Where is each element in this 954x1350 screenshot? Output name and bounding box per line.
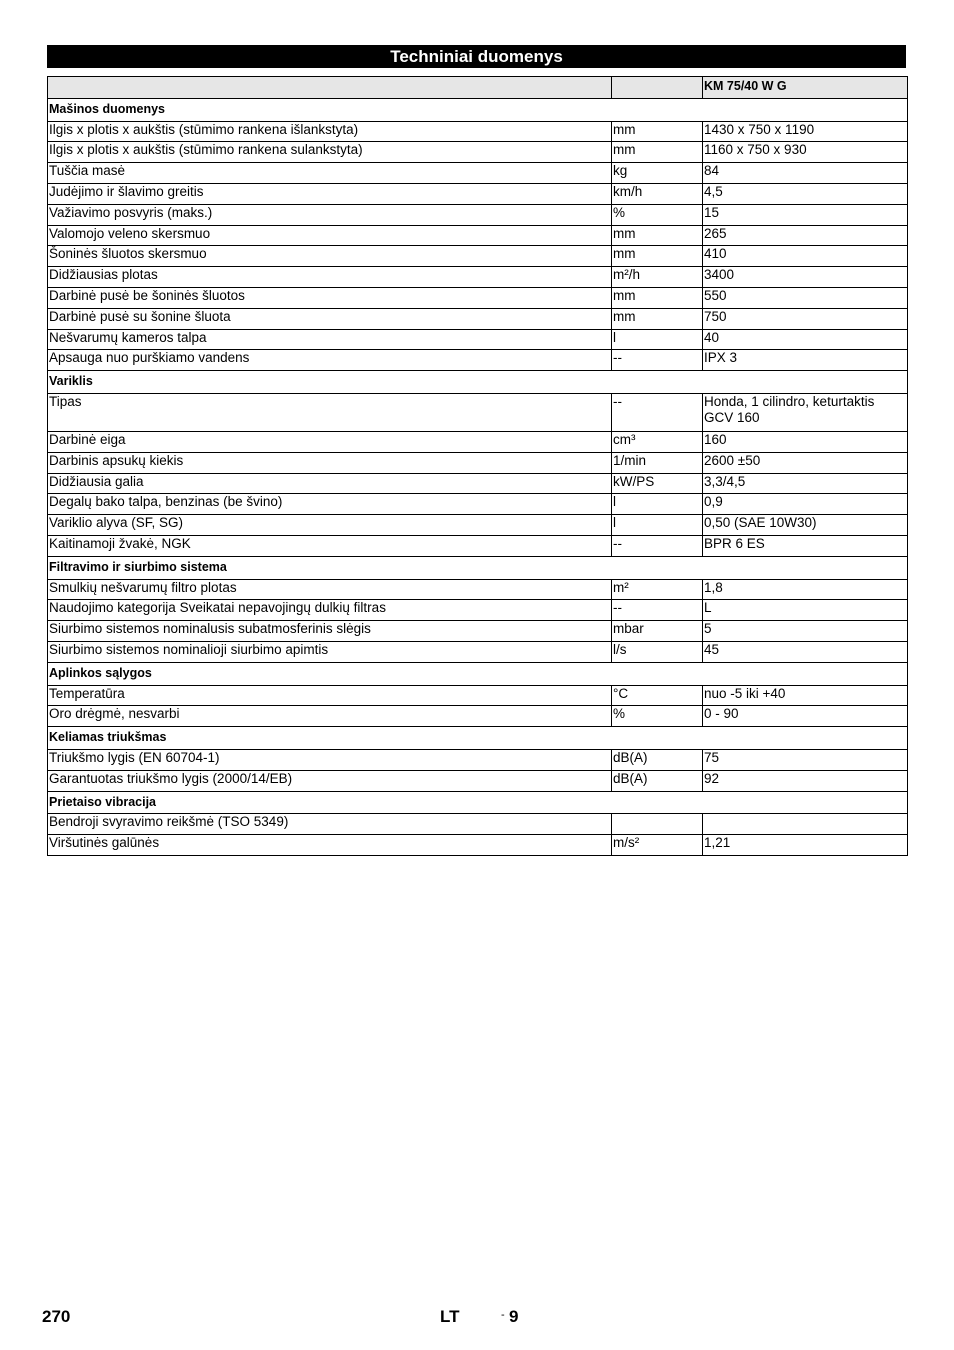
cell-value: 45: [703, 641, 908, 662]
cell-label: Siurbimo sistemos nominalusis subatmosferinis slėgis: [48, 621, 612, 642]
table-row: [48, 452, 908, 473]
section-header-row: [48, 662, 908, 685]
table-row: [48, 706, 908, 727]
section-header-row: [48, 791, 908, 814]
cell-value: 550: [703, 287, 908, 308]
header-label-cell: [48, 77, 612, 99]
cell-unit: mm: [612, 142, 703, 163]
cell-value: 1430 x 750 x 1190: [703, 121, 908, 142]
cell-unit: 1/min: [612, 452, 703, 473]
table-row: [48, 814, 908, 835]
table-row: [48, 621, 908, 642]
cell-value: BPR 6 ES: [703, 535, 908, 556]
section-title: Aplinkos sąlygos: [48, 662, 908, 685]
table-row: [48, 535, 908, 556]
table-row: [48, 749, 908, 770]
cell-unit: mm: [612, 225, 703, 246]
table-row: [48, 393, 908, 431]
cell-value: 3400: [703, 267, 908, 288]
cell-label: Variklio alyva (SF, SG): [48, 515, 612, 536]
cell-value: 1160 x 750 x 930: [703, 142, 908, 163]
table-row: [48, 267, 908, 288]
cell-label: Smulkių nešvarumų filtro plotas: [48, 579, 612, 600]
table-row: [48, 494, 908, 515]
table-row: [48, 308, 908, 329]
table-row: [48, 204, 908, 225]
cell-label: Darbinė eiga: [48, 431, 612, 452]
cell-label: Apsauga nuo purškiamo vandens: [48, 350, 612, 371]
cell-value: 75: [703, 749, 908, 770]
cell-label: Darbinė pusė be šoninės šluotos: [48, 287, 612, 308]
cell-label: Judėjimo ir šlavimo greitis: [48, 183, 612, 204]
cell-unit: --: [612, 535, 703, 556]
table-row: [48, 287, 908, 308]
cell-label: Didžiausia galia: [48, 473, 612, 494]
table-row: [48, 183, 908, 204]
cell-unit: m/s²: [612, 835, 703, 856]
cell-label: Garantuotas triukšmo lygis (2000/14/EB): [48, 770, 612, 791]
table-row: [48, 246, 908, 267]
cell-unit: %: [612, 204, 703, 225]
cell-label: Naudojimo kategorija Sveikatai nepavojingų dulkių filtras: [48, 600, 612, 621]
table-row: [48, 225, 908, 246]
cell-value: 3,3/4,5: [703, 473, 908, 494]
cell-label: Darbinė pusė su šonine šluota: [48, 308, 612, 329]
cell-value: 0 - 90: [703, 706, 908, 727]
cell-value: Honda, 1 cilindro, keturtaktis GCV 160: [703, 393, 908, 431]
section-page-number: 9: [509, 1307, 519, 1326]
table-row: [48, 579, 908, 600]
cell-unit: m²/h: [612, 267, 703, 288]
cell-unit: dB(A): [612, 749, 703, 770]
cell-value: nuo -5 iki +40: [703, 685, 908, 706]
cell-value: 410: [703, 246, 908, 267]
footer-dash: -: [501, 1309, 505, 1321]
cell-label: Viršutinės galūnės: [48, 835, 612, 856]
language-code: LT: [440, 1307, 460, 1326]
cell-value: 92: [703, 770, 908, 791]
section-header-row: [48, 727, 908, 750]
cell-unit: km/h: [612, 183, 703, 204]
section-header-row: [48, 556, 908, 579]
model-name: KM 75/40 W G: [703, 77, 908, 99]
cell-unit: l/s: [612, 641, 703, 662]
cell-label: Tuščia masė: [48, 163, 612, 184]
table-row: [48, 142, 908, 163]
cell-unit: dB(A): [612, 770, 703, 791]
table-row: [48, 641, 908, 662]
cell-label: Kaitinamoji žvakė, NGK: [48, 535, 612, 556]
cell-value: 5: [703, 621, 908, 642]
table-row: [48, 600, 908, 621]
cell-label: Darbinis apsukų kiekis: [48, 452, 612, 473]
cell-label: Oro drėgmė, nesvarbi: [48, 706, 612, 727]
cell-unit: kg: [612, 163, 703, 184]
cell-value: 40: [703, 329, 908, 350]
cell-value: 2600 ±50: [703, 452, 908, 473]
cell-unit: mm: [612, 246, 703, 267]
section-title: Filtravimo ir siurbimo sistema: [48, 556, 908, 579]
cell-value: L: [703, 600, 908, 621]
cell-unit: --: [612, 350, 703, 371]
table-row: [48, 163, 908, 184]
cell-value: 1,8: [703, 579, 908, 600]
cell-unit: l: [612, 494, 703, 515]
cell-unit: --: [612, 393, 703, 431]
cell-label: Nešvarumų kameros talpa: [48, 329, 612, 350]
table-header-row: [48, 77, 908, 99]
section-title: Mašinos duomenys: [48, 98, 908, 121]
cell-label: Bendroji svyravimo reikšmė (TSO 5349): [48, 814, 612, 835]
table-row: [48, 121, 908, 142]
cell-value: 1,21: [703, 835, 908, 856]
section-title: Keliamas triukšmas: [48, 727, 908, 750]
cell-unit: m²: [612, 579, 703, 600]
cell-unit: mbar: [612, 621, 703, 642]
cell-label: Ilgis x plotis x aukštis (stūmimo rankena sulankstyta): [48, 142, 612, 163]
section-title: Variklis: [48, 371, 908, 394]
cell-value: 160: [703, 431, 908, 452]
cell-label: Triukšmo lygis (EN 60704-1): [48, 749, 612, 770]
cell-label: Degalų bako talpa, benzinas (be švino): [48, 494, 612, 515]
cell-unit: l: [612, 515, 703, 536]
header-unit-cell: [612, 77, 703, 99]
cell-value: 0,50 (SAE 10W30): [703, 515, 908, 536]
cell-label: Ilgis x plotis x aukštis (stūmimo rankena išlankstyta): [48, 121, 612, 142]
cell-value: [703, 814, 908, 835]
cell-unit: --: [612, 600, 703, 621]
table-row: [48, 515, 908, 536]
cell-label: Temperatūra: [48, 685, 612, 706]
spec-table: [47, 76, 908, 856]
cell-label: Didžiausias plotas: [48, 267, 612, 288]
cell-value: 0,9: [703, 494, 908, 515]
cell-unit: mm: [612, 308, 703, 329]
section-title: Prietaiso vibracija: [48, 791, 908, 814]
cell-unit: kW/PS: [612, 473, 703, 494]
page-number: 270: [42, 1307, 71, 1326]
cell-value: 84: [703, 163, 908, 184]
cell-value: 750: [703, 308, 908, 329]
cell-unit: mm: [612, 121, 703, 142]
cell-value: 265: [703, 225, 908, 246]
table-row: [48, 685, 908, 706]
cell-unit: cm³: [612, 431, 703, 452]
table-row: [48, 473, 908, 494]
cell-unit: mm: [612, 287, 703, 308]
table-row: [48, 350, 908, 371]
cell-label: Siurbimo sistemos nominalioji siurbimo apimtis: [48, 641, 612, 662]
cell-label: Važiavimo posvyris (maks.): [48, 204, 612, 225]
cell-unit: °C: [612, 685, 703, 706]
cell-unit: %: [612, 706, 703, 727]
cell-label: Šoninės šluotos skersmuo: [48, 246, 612, 267]
cell-label: Tipas: [48, 393, 612, 431]
table-row: [48, 431, 908, 452]
table-row: [48, 329, 908, 350]
section-header-row: [48, 98, 908, 121]
table-row: [48, 835, 908, 856]
cell-value: IPX 3: [703, 350, 908, 371]
page-title: Techniniai duomenys: [47, 45, 906, 68]
table-row: [48, 770, 908, 791]
cell-value: 4,5: [703, 183, 908, 204]
section-header-row: [48, 371, 908, 394]
cell-label: Valomojo veleno skersmuo: [48, 225, 612, 246]
cell-unit: l: [612, 329, 703, 350]
cell-value: 15: [703, 204, 908, 225]
cell-unit: [612, 814, 703, 835]
